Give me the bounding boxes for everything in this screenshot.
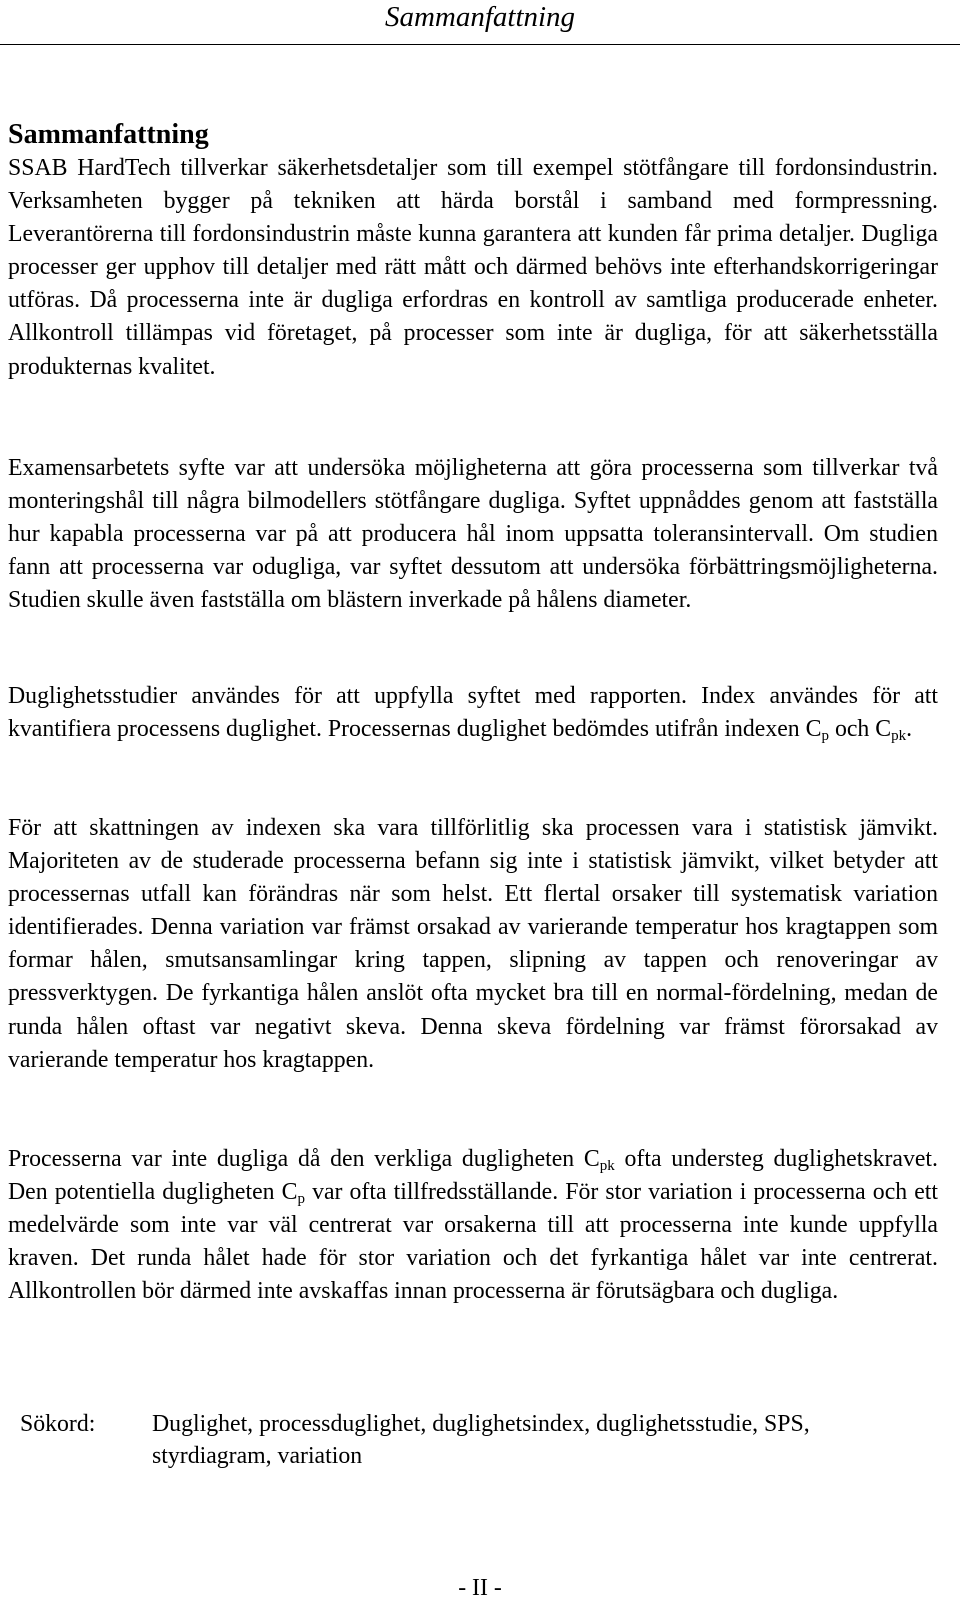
paragraph-5-text-start: Processerna var inte dugliga då den verkliga dugligheten C [8, 1146, 600, 1172]
paragraph-5-text-middle: ofta understeg duglighetskravet. Den potentiella dugligheten C [8, 1146, 938, 1206]
index-subscript-p: p [297, 1191, 306, 1208]
section-heading: Sammanfattning [8, 119, 209, 150]
index-subscript-p: p [821, 728, 830, 745]
keywords-list: Duglighet, processduglighet, duglighetsindex, duglighetsstudie, SPS, styrdiagram, variation [152, 1411, 810, 1469]
page-number: - II - [458, 1575, 502, 1601]
running-header: Sammanfattning [384, 1, 576, 33]
header-divider [0, 44, 960, 45]
keywords-label: Sökord: [20, 1411, 96, 1437]
index-subscript-pk: pk [891, 728, 907, 745]
paragraph-3-text-end: . [906, 716, 913, 743]
paragraph-3-text-middle: och C [829, 716, 892, 743]
summary-paragraph-5 [8, 1143, 938, 1308]
summary-paragraph-1: SSAB HardTech tillverkar säkerhetsdetaljer som till exempel stötfångare till fordonsindustrin. Verksamheten bygger på tekniken att härda borstål i samband med formpressning. Leverantörerna till fordonsindustrin måste kunna garantera att kunden får prima detaljer. Dugliga processer ger upphov till detaljer med rätt mått och därmed behövs inte efterhandskorrigeringar utföras. Då processerna inte är dugliga erfordras en kontroll av samtliga producerade enheter. Allkontroll tillämpas vid företaget, på processer som inte är dugliga, för att säkerhetsställa produkternas kvalitet. [8, 155, 938, 380]
paragraph-3-text-start: Duglighetsstudier användes för att uppfylla syftet med rapporten. Index användes för att kvantifiera processens duglighet. Processernas duglighet bedömdes utifrån indexen C [8, 683, 938, 743]
paragraph-5-text-end: var ofta tillfredsställande. För stor variation i processerna och ett medelvärde som inte var väl centrerat var orsakerna till att processerna inte kunde uppfylla kraven. Det runda hålet hade för stor variation och det fyrkantiga hålet var inte centrerat. Allkontrollen bör därmed inte avskaffas innan processerna är förutsägbara och dugliga. [8, 1179, 939, 1305]
summary-paragraph-2: Examensarbetets syfte var att undersöka möjligheterna att göra processerna som tillverkar två monteringshål till några bilmodellers stötfångare dugliga. Syftet uppnåddes genom att fastställa hur kapabla processerna var på att producera hål inom uppsatta toleransintervall. Om studien fann att processerna var odugliga, var syftet dessutom att undersöka förbättringsmöjligheterna. Studien skulle även fastställa om blästern inverkade på hålens diameter. [8, 455, 938, 614]
summary-paragraph-4: För att skattningen av indexen ska vara tillförlitlig ska processen vara i statistisk jämvikt. Majoriteten av de studerade processerna befann sig inte i statistisk jämvikt, vilket betyder att processernas utfall kan förändras när som helst. Ett flertal orsaker till systematisk variation identifierades. Denna variation var främst orsakad av varierande temperatur hos kragtappen som formar hålen, smutsansamlingar kring tappen, slipning av tappen och renoveringar av pressverktygen. De fyrkantiga hålen anslöt ofta mycket bra till en normal-fördelning, medan de runda hålen oftast var negativt skeva. Denna skeva fördelning var främst förorsakad av varierande temperatur hos kragtappen. [8, 815, 938, 1073]
index-subscript-pk: pk [599, 1158, 615, 1174]
summary-paragraph-3 [8, 680, 938, 746]
